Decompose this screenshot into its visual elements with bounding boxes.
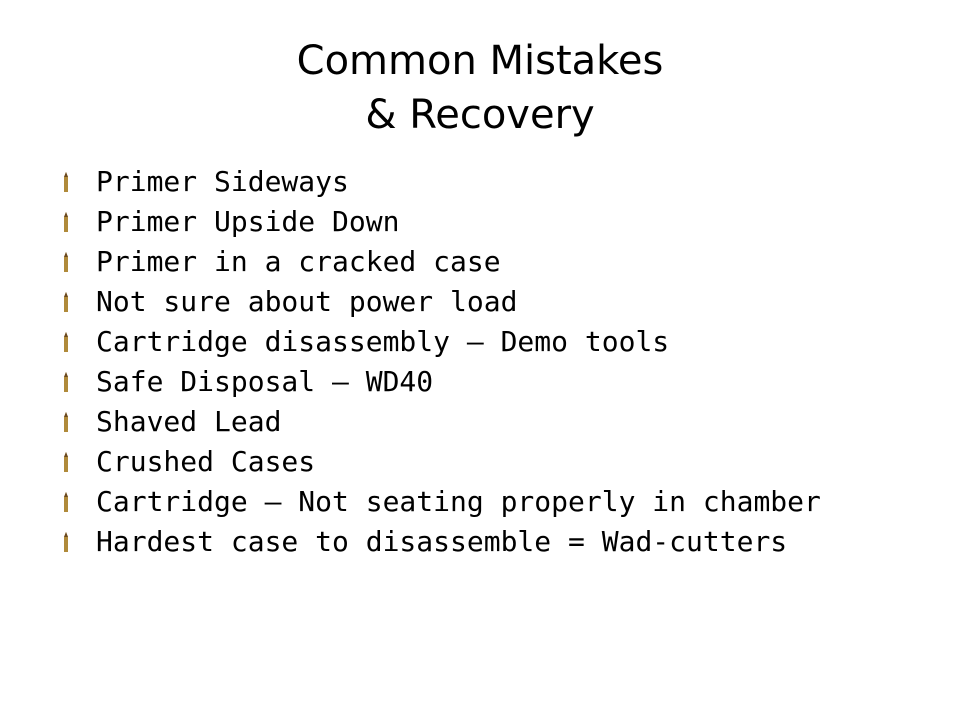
bullet-cartridge-icon: [60, 288, 96, 313]
bullet-text: Not sure about power load: [96, 285, 518, 318]
list-item: [60, 405, 920, 438]
bullet-text: Shaved Lead: [96, 405, 282, 438]
list-item: [60, 365, 920, 398]
bullet-text: Primer in a cracked case: [96, 245, 501, 278]
slide-title-line-1: Common Mistakes: [296, 38, 664, 84]
bullet-text: Crushed Cases: [96, 445, 316, 478]
list-item: [60, 525, 920, 558]
bullet-text: Primer Upside Down: [96, 205, 400, 238]
bullet-cartridge-icon: [60, 328, 96, 353]
bullet-cartridge-icon: [60, 368, 96, 393]
list-item: [60, 445, 920, 478]
bullet-list: [60, 165, 920, 568]
bullet-text: Cartridge – Not seating properly in chamber: [96, 485, 821, 518]
list-item: [60, 165, 920, 198]
list-item: [60, 325, 920, 358]
bullet-text: Safe Disposal – WD40: [96, 365, 434, 398]
bullet-cartridge-icon: [60, 408, 96, 433]
slide-title-line-2: & Recovery: [365, 92, 595, 138]
list-item: [60, 285, 920, 318]
slide-title: [0, 34, 960, 142]
list-item: [60, 245, 920, 278]
bullet-text: Cartridge disassembly – Demo tools: [96, 325, 670, 358]
bullet-cartridge-icon: [60, 208, 96, 233]
bullet-text: Hardest case to disassemble = Wad-cutters: [96, 525, 788, 558]
bullet-text: Primer Sideways: [96, 165, 349, 198]
list-item: [60, 485, 920, 518]
bullet-cartridge-icon: [60, 488, 96, 513]
list-item: [60, 205, 920, 238]
bullet-cartridge-icon: [60, 448, 96, 473]
bullet-cartridge-icon: [60, 528, 96, 553]
bullet-cartridge-icon: [60, 168, 96, 193]
bullet-cartridge-icon: [60, 248, 96, 273]
